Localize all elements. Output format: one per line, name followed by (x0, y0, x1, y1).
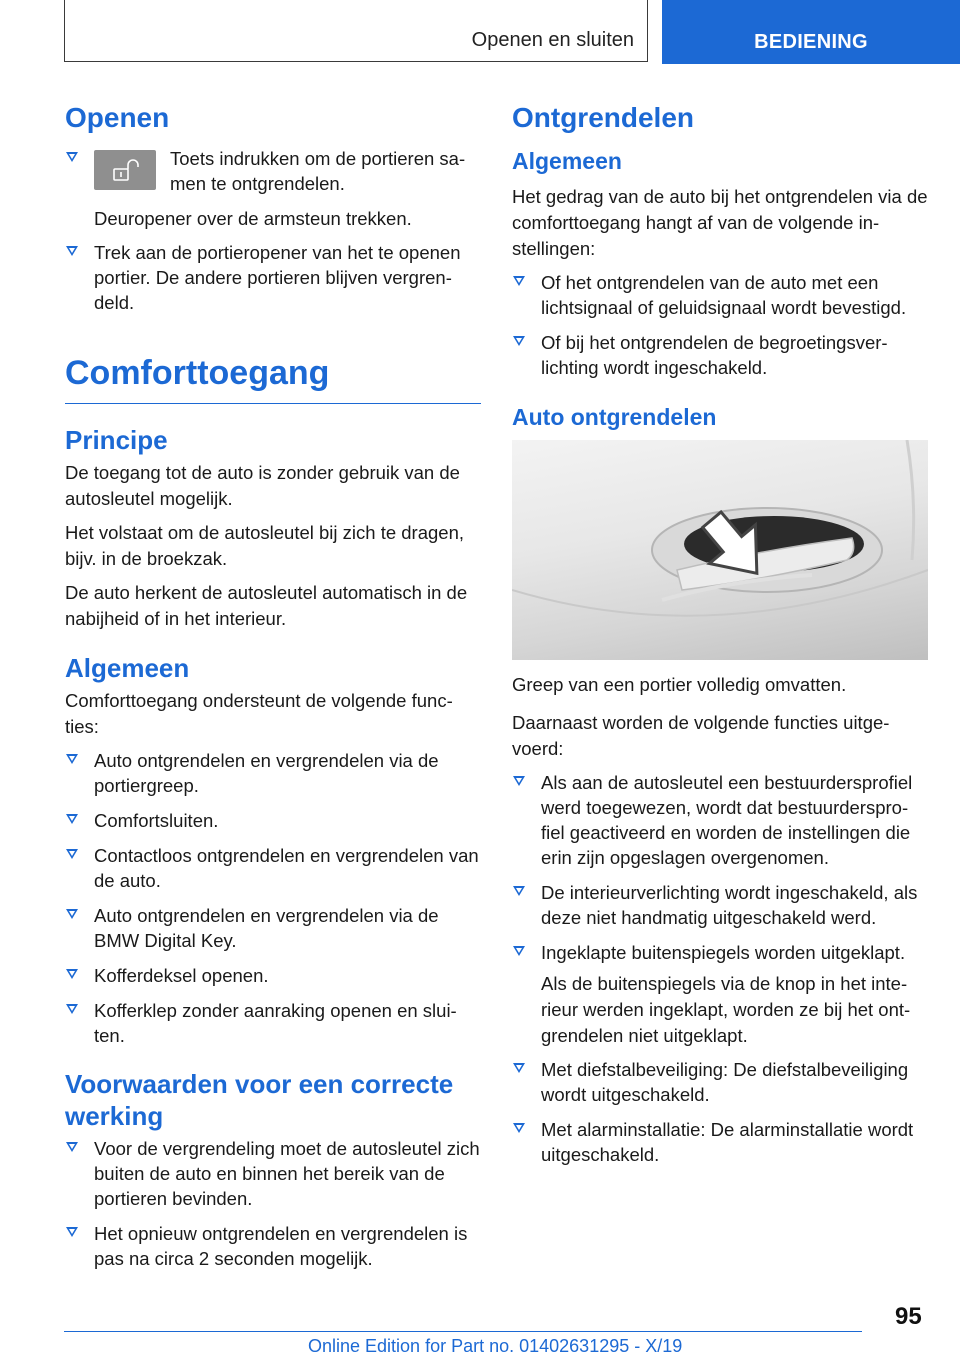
triangle-bullet-icon (66, 909, 78, 919)
header-section-title: Openen en sluiten (471, 29, 634, 51)
triangle-bullet-icon (513, 776, 525, 786)
list-item (512, 880, 928, 930)
algemeen-list (65, 748, 481, 1048)
heading-ontgrendelen: Ontgrendelen (512, 102, 695, 133)
list-item-text: Comfortsluiten. (94, 810, 219, 831)
triangle-bullet-icon (513, 1063, 525, 1073)
openen-item-2-text: Trek aan de portieropener van het te openen portier. De andere portieren blijven vergren-deld. (94, 242, 461, 313)
heading-voorwaarden: Voorwaarden voor een correcte werking (65, 1069, 454, 1131)
heading-algemeen-right: Algemeen (512, 148, 622, 174)
daarnaast-paragraph: Daarnaast worden de volgende functies uitge-voerd: (512, 712, 890, 759)
list-item-text: Ingeklapte buitenspiegels worden uitgeklapt. (541, 942, 906, 963)
list-item (65, 146, 481, 196)
list-item (65, 808, 481, 833)
triangle-bullet-icon (66, 152, 78, 162)
triangle-bullet-icon (513, 336, 525, 346)
door-handle-illustration (512, 440, 928, 660)
heading-auto-ontgrendelen: Auto ontgrendelen (512, 404, 717, 430)
triangle-bullet-icon (513, 886, 525, 896)
heading-algemeen-left: Algemeen (65, 653, 190, 683)
list-item-text: De interieurverlichting wordt ingeschakeld, als deze niet handmatig uitgeschakeld werd. (541, 882, 918, 928)
list-item (65, 1136, 481, 1211)
triangle-bullet-icon (66, 814, 78, 824)
figure-caption: Greep van een portier volledig omvatten. (512, 674, 847, 695)
principe-paragraph-3: De auto herkent de autosleutel automatisch in de nabijheid of in het interieur. (65, 582, 468, 629)
openen-list (65, 146, 481, 196)
list-item-text: Of het ontgrendelen van de auto met een lichtsignaal of geluidsignaal wordt bevestigd. (541, 272, 907, 318)
openen-list-2 (65, 240, 481, 315)
triangle-bullet-icon (66, 1004, 78, 1014)
left-column (65, 100, 481, 1281)
list-item-text: Het opnieuw ontgrendelen en vergrendelen is pas na circa 2 seconden mogelijk. (94, 1223, 468, 1269)
list-item (65, 843, 481, 893)
triangle-bullet-icon (66, 754, 78, 764)
list-item (512, 1117, 928, 1167)
list-item-text: Met alarminstallatie: De alarminstallatie wordt uitgeschakeld. (541, 1119, 914, 1165)
principe-paragraph-1: De toegang tot de auto is zonder gebruik van de autosleutel mogelijk. (65, 462, 460, 509)
triangle-bullet-icon (66, 246, 78, 256)
list-item (512, 330, 928, 380)
algemeen-paragraph: Comforttoegang ondersteunt de volgende func-ties: (65, 690, 453, 737)
list-item-text: Auto ontgrendelen en vergrendelen via de portiergreep. (94, 750, 439, 796)
openen-item-1-continuation: Deuropener over de armsteun trekken. (94, 208, 412, 229)
list-item (65, 748, 481, 798)
functies-list (512, 770, 928, 965)
voorwaarden-list (65, 1136, 481, 1271)
list-item-text: Met diefstalbeveiliging: De diefstalbeveiliging wordt uitgeschakeld. (541, 1059, 909, 1105)
list-item-text: Als aan de autosleutel een bestuurdersprofiel werd toegewezen, wordt dat bestuurderspro-fiel geactiveerd en worden de instellingen die erin zijn opgeslagen overgenomen. (541, 772, 913, 868)
list-item-text: Voor de vergrendeling moet de autosleutel zich buiten de auto en binnen het bereik van de portieren bevinden. (94, 1138, 480, 1209)
ontgrendelen-paragraph: Het gedrag van de auto bij het ontgrendelen via de comforttoegang hangt af van de volgende in-stellingen: (512, 186, 928, 259)
triangle-bullet-icon (513, 276, 525, 286)
heading-openen: Openen (65, 102, 170, 133)
list-item (65, 903, 481, 953)
triangle-bullet-icon (66, 1227, 78, 1237)
functies-list-2 (512, 1057, 928, 1167)
right-column (512, 100, 928, 1177)
list-item (512, 770, 928, 870)
header-chapter-tab: BEDIENING (662, 0, 960, 64)
footer-divider (64, 1331, 862, 1332)
page-header (0, 0, 960, 66)
list-item (512, 1057, 928, 1107)
principe-paragraph-2: Het volstaat om de autosleutel bij zich te dragen, bijv. in de broekzak. (65, 522, 465, 569)
list-item (512, 940, 928, 965)
ontgrendelen-list (512, 270, 928, 380)
page-number: 95 (895, 1303, 922, 1330)
triangle-bullet-icon (66, 849, 78, 859)
spiegel-continuation: Als de buitenspiegels via de knop in het inte-rieur werden ingeklapt, worden ze bij het ont-grendelen niet uitgeklapt. (541, 973, 911, 1046)
list-item (512, 270, 928, 320)
triangle-bullet-icon (66, 1142, 78, 1152)
list-item (65, 240, 481, 315)
triangle-bullet-icon (513, 1123, 525, 1133)
triangle-bullet-icon (513, 946, 525, 956)
heading-comforttoegang: Comforttoegang (65, 351, 481, 404)
footer-edition: Online Edition for Part no. 01402631295 - X/19 (308, 1336, 683, 1356)
triangle-bullet-icon (66, 969, 78, 979)
list-item (65, 998, 481, 1048)
list-item-text: Auto ontgrendelen en vergrendelen via de BMW Digital Key. (94, 905, 439, 951)
list-item-text: Kofferklep zonder aanraking openen en slui-ten. (94, 1000, 457, 1046)
list-item-text: Of bij het ontgrendelen de begroetingsver-lichting wordt ingeschakeld. (541, 332, 888, 378)
list-item-text: Contactloos ontgrendelen en vergrendelen van de auto. (94, 845, 479, 891)
list-item (65, 963, 481, 988)
heading-principe: Principe (65, 425, 168, 455)
list-item (65, 1221, 481, 1271)
unlock-button-icon (94, 150, 156, 190)
openen-item-1-text: Toets indrukken om de portieren sa-men te ontgrendelen. (170, 148, 466, 194)
list-item-text: Kofferdeksel openen. (94, 965, 269, 986)
